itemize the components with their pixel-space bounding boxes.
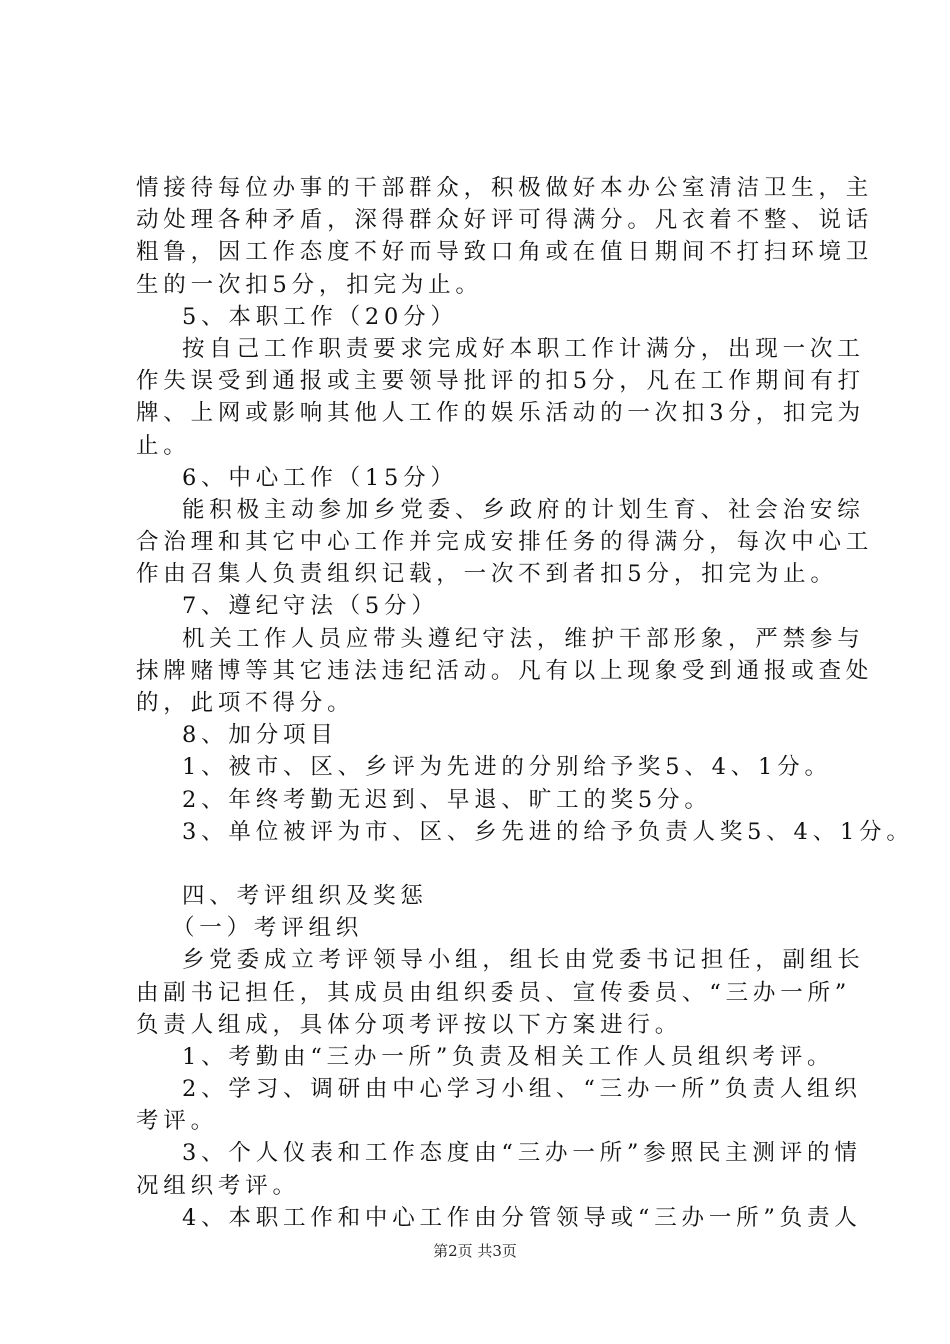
text-line-3: 粗鲁，因工作态度不好而导致口角或在值日期间不打扫环境卫 [136, 239, 874, 266]
document-body [136, 172, 914, 1234]
bonus-item-3: 3、单位被评为市、区、乡先进的给予负责人奖5、4、1分。 [182, 818, 914, 845]
text-line-13: 作由召集人负责组织记载，一次不到者扣5分，扣完为止。 [136, 561, 838, 588]
section-heading-8: 8、加分项目 [182, 722, 338, 749]
text-line-16: 抹牌赌博等其它违法违纪活动。凡有以上现象受到通报或查处 [136, 657, 874, 684]
text-line-11: 能积极主动参加乡党委、乡政府的计划生育、社会治安综 [182, 496, 865, 523]
text-line-25: 由副书记担任，其成员由组织委员、宣传委员、“三办一所” [136, 979, 852, 1006]
eval-item-1: 1、考勤由“三办一所”负责及相关工作人员组织考评。 [182, 1043, 835, 1070]
text-line-31: 况组织考评。 [136, 1172, 300, 1199]
page-number-footer: 第2页 共3页 [433, 1242, 517, 1260]
text-line-29: 考评。 [136, 1108, 218, 1135]
text-line-24: 乡党委成立考评领导小组，组长由党委书记担任，副组长 [182, 947, 865, 974]
text-line-17: 的，此项不得分。 [136, 690, 355, 716]
text-line-7: 作失误受到通报或主要领导批评的扣5分，凡在工作期间有打 [136, 368, 865, 395]
text-line-26: 负责人组成，具体分项考评按以下方案进行。 [136, 1011, 683, 1038]
bonus-item-2: 2、年终考勤无迟到、早退、旷工的奖5分。 [182, 786, 712, 813]
text-line-8: 牌、上网或影响其他人工作的娱乐活动的一次扣3分，扣完为 [136, 400, 865, 427]
text-line-6: 按自己工作职责要求完成好本职工作计满分，出现一次工 [182, 335, 865, 362]
text-line-4: 生的一次扣5分，扣完为止。 [136, 271, 483, 298]
eval-item-4: 4、本职工作和中心工作由分管领导或“三办一所”负责人 [182, 1204, 862, 1231]
text-line-2: 动处理各种矛盾，深得群众好评可得满分。凡衣着不整、说话 [136, 207, 874, 234]
section-heading-7: 7、遵纪守法（5分） [182, 593, 439, 620]
eval-item-2: 2、学习、调研由中心学习小组、“三办一所”负责人组织 [182, 1076, 862, 1103]
text-line-1: 情接待每位办事的干部群众，积极做好本办公室清洁卫生，主 [136, 175, 874, 201]
text-line-9: 止。 [136, 432, 191, 459]
eval-item-3: 3、个人仪表和工作态度由“三办一所”参照民主测评的情 [182, 1140, 862, 1167]
section-heading-6: 6、中心工作（15分） [182, 464, 458, 491]
paragraph-gap [136, 848, 856, 880]
chapter-heading-4: 四、考评组织及奖惩 [182, 882, 428, 909]
section-heading-5: 5、本职工作（20分） [182, 303, 458, 330]
text-line-15: 机关工作人员应带头遵纪守法，维护干部形象，严禁参与 [182, 625, 865, 652]
bonus-item-1: 1、被市、区、乡评为先进的分别给予奖5、4、1分。 [182, 754, 832, 781]
sub-heading-1: （一）考评组织 [172, 915, 364, 942]
text-line-12: 合治理和其它中心工作并完成安排任务的得满分，每次中心工 [136, 529, 874, 556]
